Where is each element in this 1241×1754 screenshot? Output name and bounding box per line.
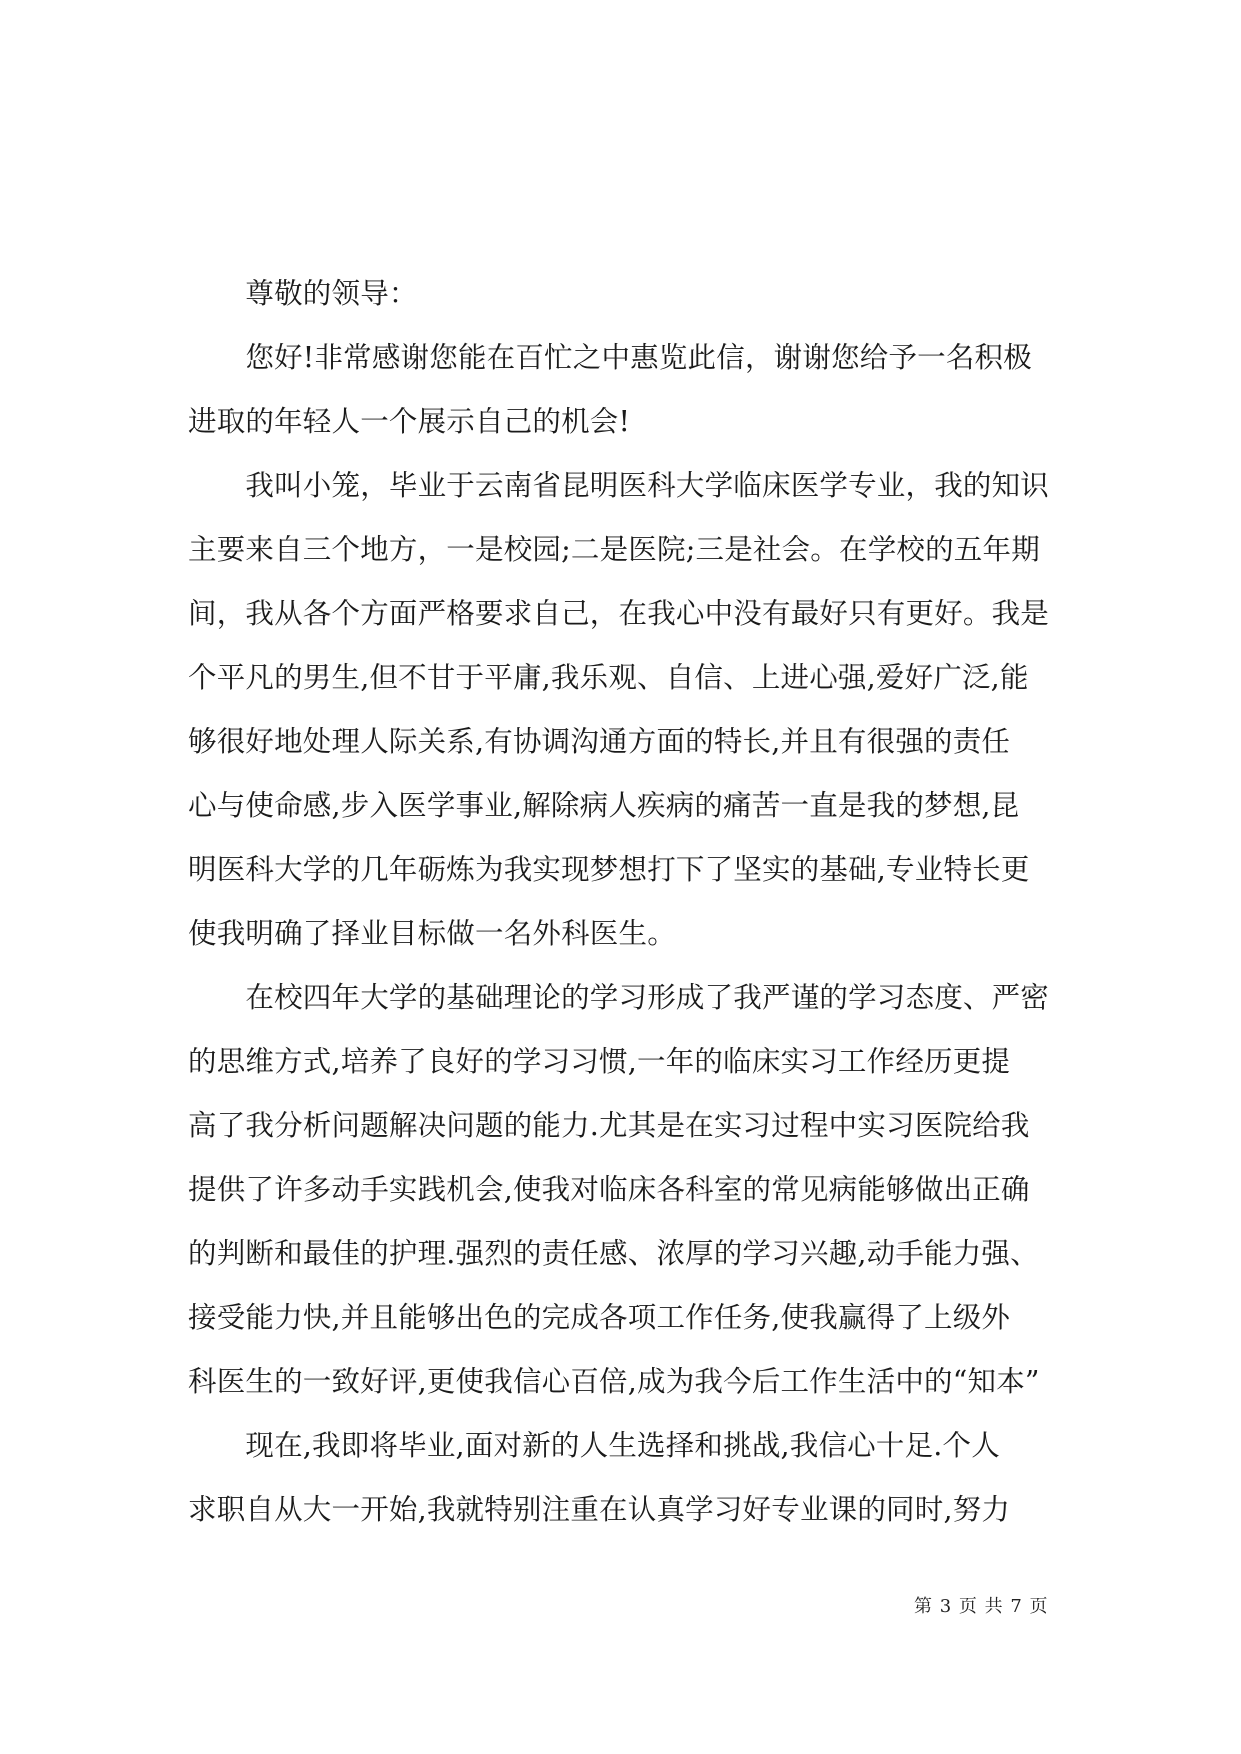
letter-line-salutation: 尊敬的领导： (188, 277, 418, 310)
letter-line: 明医科大学的几年砺炼为我实现梦想打下了坚实的基础,专业特长更 (188, 853, 1030, 886)
letter-line: 求职自从大一开始,我就特别注重在认真学习好专业课的同时,努力 (188, 1493, 1011, 1526)
letter-line: 主要来自三个地方，一是校园;二是医院;三是社会。在学校的五年期 (188, 533, 1040, 566)
letter-line: 现在,我即将毕业,面对新的人生选择和挑战,我信心十足.个人 (188, 1429, 1000, 1462)
letter-line: 使我明确了择业目标做一名外科医生。 (188, 917, 676, 950)
letter-line: 您好!非常感谢您能在百忙之中惠览此信，谢谢您给予一名积极 (188, 341, 1032, 374)
letter-body (188, 262, 1054, 1542)
letter-line: 间，我从各个方面严格要求自己，在我心中没有最好只有更好。我是 (188, 597, 1050, 630)
letter-line: 接受能力快,并且能够出色的完成各项工作任务,使我赢得了上级外 (188, 1301, 1011, 1334)
letter-line: 提供了许多动手实践机会,使我对临床各科室的常见病能够做出正确 (188, 1173, 1030, 1206)
letter-line: 心与使命感,步入医学事业,解除病人疾病的痛苦一直是我的梦想,昆 (188, 789, 1020, 822)
page-number-footer: 第 3 页 共 7 页 (914, 1596, 1049, 1617)
letter-line: 高了我分析问题解决问题的能力.尤其是在实习过程中实习医院给我 (188, 1109, 1030, 1142)
letter-line: 我叫小笼，毕业于云南省昆明医科大学临床医学专业，我的知识 (188, 469, 1050, 502)
letter-line: 科医生的一致好评,更使我信心百倍,成为我今后工作生活中的“知本” (188, 1365, 1040, 1398)
letter-line: 的判断和最佳的护理.强烈的责任感、浓厚的学习兴趣,动手能力强、 (188, 1237, 1039, 1270)
letter-line: 够很好地处理人际关系,有协调沟通方面的特长,并且有很强的责任 (188, 725, 1011, 758)
letter-line: 个平凡的男生,但不甘于平庸,我乐观、自信、上进心强,爱好广泛,能 (188, 661, 1029, 694)
letter-line: 的思维方式,培养了良好的学习习惯,一年的临床实习工作经历更提 (188, 1045, 1011, 1078)
letter-line: 在校四年大学的基础理论的学习形成了我严谨的学习态度、严密 (188, 981, 1050, 1014)
letter-line: 进取的年轻人一个展示自己的机会! (188, 405, 631, 438)
